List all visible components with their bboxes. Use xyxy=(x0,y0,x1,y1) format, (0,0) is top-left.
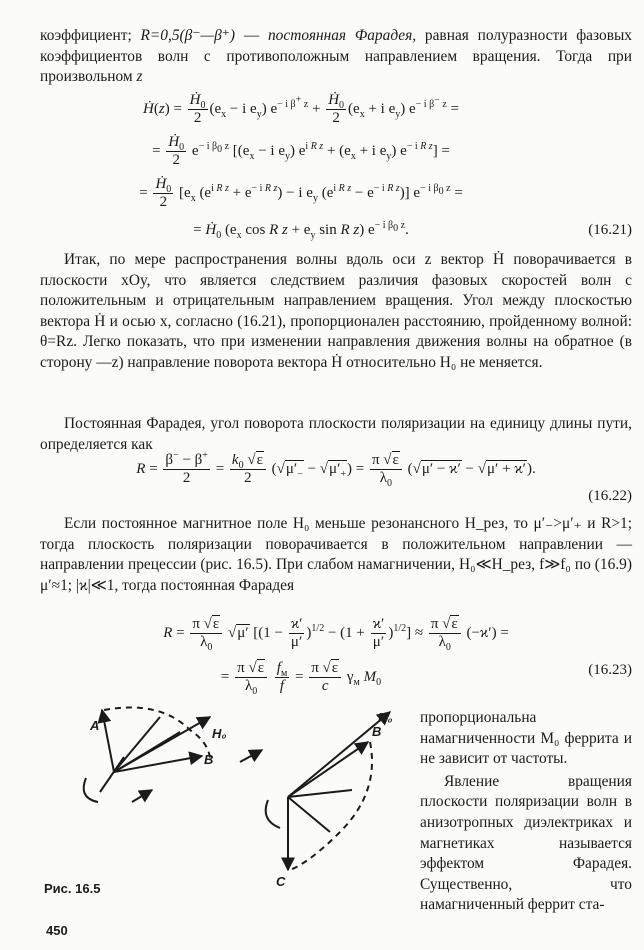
rotation-arc-left xyxy=(84,778,98,802)
page: коэффициент; R=0,5(β⁻—β⁺) — постоянная Фарадея, равная полуразности фазовых коэффициентов волн с противоположным направлением вращения. Тогда при произвольном z Ḣ(z) = $\frac{Ḣ_0}{2}$ ($e_x - i$ $e_y$) $e^{- i \beta^+ z}$ + $\frac{Ḣ_0}{2}$ ($e_x + i$ $e_y$) $e^{- i \beta^- z}$ = = $\frac{Ḣ_0}{2}$ $e^{- i \beta_0 z}$ [($e_x - i$ $e_y$) $e^{i R z} + (e_x + i$ $e_y$) $e^{- i R z}$] = = $\frac{Ḣ_0}{2}$ [$e_x$ $(e^{i R z} + e^{- i R z}) - i$ $e_y$ $(e^{i R z} - e^{- i R z})$] $e^{- i \beta_0 z}$ = = Ḣ$_0$ ($e_x$ cos R $z + e_y$ sin R z) $e^{- i \beta_0 z}$. (16.21) Итак, по мере распространения волны вдоль оси z вектор Ḣ поворачивается в плоскости xOy, что является следствием различия фазовых скоростей волн с положительным и отрицательным направлением вращения. Угол между плоскостью вектора Ḣ и осью x, согласно (16.21), пропорционален расстоянию, пройденному волной: θ=Rz. Легко показать, что при изменении направления движения волны на обратное (в сторону —z) направление поворота вектора Ḣ относительно H₀ не меняется. Постоянная Фарадея, угол поворота плоскости поляризации на единицу длины пути, определяется как R = $\frac{\beta^- - \beta^+}{2}$ = $\frac{k_0 √\varepsilon}{2}$ $(√\mu'_- - √\mu'_+)$ = $\frac{\pi √\varepsilon}{\lambda_0}$ (√μ′ − ϰ′ − √μ′ + ϰ′). (16.22) Если постоянное магнитное поле H₀ меньше резонансного H_рез, то μ′₋>μ′₊ и R>1; тогда плоскость поляризации поворачивается в положительном направлении — направлении прецессии (рис. 16.5). При слабом намагничении, H₀≪H_рез, f≫f₀ по (16.9) μ′≈1; |ϰ|≪1, тогда постоянная Фарадея R = $\frac{\pi √\varepsilon}{\lambda_0}$ √μ′ [(1 − $\frac{ϰ'}{\mu'}$ )$^{1/2}$ − (1 + $\frac{ϰ'}{\mu'}$ )$^{1/2}$] ≈ $\frac{\pi √\varepsilon}{\lambda_0}$ (−ϰ′) = = $\frac{\pi √\varepsilon}{\lambda_0}$ $\frac{f_м}{f}$ = $\frac{\pi √\varepsilon}{c}$ $\gamma_м$ $M_0$ (16.23) A H₀ B H₀ B C Рис. 16.5 450 пропорциональна намагниченности M₀ феррита и не зависит от частоты. Явление вращения плоскости поляризации волн в анизотропных диэлектриках и магнетиках называется эффектом Фарадея. Существенно, что намагниченный феррит ста- xyxy=(40,0,632,950)
side-column xyxy=(420,708,632,916)
var-z: z xyxy=(136,68,143,86)
figure-caption: Рис. 16.5 xyxy=(44,881,101,896)
paragraph-faraday-definition: Постоянная Фарадея, угол поворота плоскости поляризации на единицу длины пути, определяется как xyxy=(40,415,632,453)
label-h0-right: H₀ xyxy=(378,710,393,725)
vector-mid-right xyxy=(288,797,330,832)
paragraph-resonance: Если постоянное магнитное поле H₀ меньше резонансного H_рез, то μ′₋>μ′₊ и R>1; тогда плоскость поляризации поворачивается в положительном направлении — направлении прецессии (рис. 16.5). При слабом намагничении, H₀≪H_рез, f≫f₀ по (16.9) μ′≈1; |ϰ|≪1, тогда постоянная Фарадея xyxy=(40,515,632,594)
propagation-arrow-left xyxy=(132,790,152,802)
dash: — xyxy=(235,27,268,44)
rotation-arc-right xyxy=(266,800,280,828)
label-h0-left: H₀ xyxy=(212,726,227,741)
equation-number-16-21: (16.21) xyxy=(588,222,632,238)
vector-a xyxy=(102,710,114,772)
dashed-arc-left xyxy=(104,708,210,759)
faraday-term: постоянная Фарадея, xyxy=(267,27,417,44)
paragraph-proportional: пропорциональна намагниченности M₀ феррита и не зависит от частоты. xyxy=(420,709,632,768)
paragraph-faraday-effect: Явление вращения плоскости поляризации волн в анизотропных диэлектриках и магнетиках называется эффектом Фарадея. Существенно, что намагниченный феррит ста- xyxy=(420,772,632,914)
figure-right-drawing xyxy=(240,712,390,870)
label-c: C xyxy=(276,874,286,889)
label-b-left: B xyxy=(204,752,214,767)
label-b-right: B xyxy=(372,724,382,739)
equation-number-16-23: (16.23) xyxy=(588,662,632,678)
paragraph-rotation: Итак, по мере распространения волны вдоль оси z вектор Ḣ поворачивается в плоскости xOy, что является следствием различия фазовых скоростей волн с положительным и отрицательным направлением вращения. Угол между плоскостью вектора Ḣ и осью x, согласно (16.21), пропорционален расстоянию, пройденному волной: θ=Rz. Легко показать, что при изменении направления движения волны на обратное (в сторону —z) направление поворота вектора Ḣ относительно H₀ не меняется. xyxy=(40,251,632,371)
vector-mid-left xyxy=(114,717,160,772)
figure-left-drawing xyxy=(84,708,210,803)
equation-number-16-22: (16.22) xyxy=(588,488,632,504)
vector-b-right xyxy=(288,742,368,797)
propagation-arrow-right xyxy=(240,750,262,762)
text-coefficient: коэффициент; xyxy=(40,27,141,44)
text-continued: равная полуразности фазовых коэффициентов волн с противоположным направлением вращения. Тогда при произвольном xyxy=(40,27,632,86)
label-a: A xyxy=(90,718,100,733)
paragraph-intro xyxy=(40,26,632,88)
page-number: 450 xyxy=(46,923,68,938)
faraday-formula-inline: R=0,5(β⁻—β⁺) xyxy=(140,27,236,44)
